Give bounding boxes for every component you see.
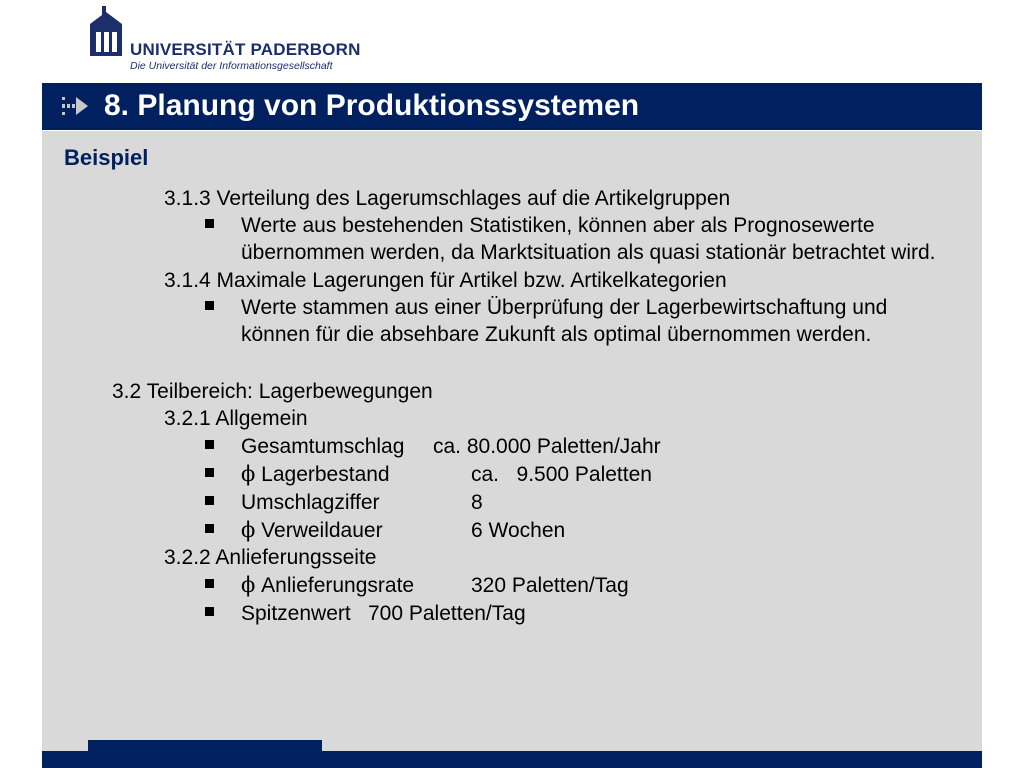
list-item-label xyxy=(241,572,414,599)
bullet-icon xyxy=(205,579,214,588)
list-item-label-text: Anlieferungsrate xyxy=(261,574,415,597)
title-bar xyxy=(42,83,982,130)
section-subtitle: Beispiel xyxy=(64,145,149,170)
list-item-value: 320 Paletten/Tag xyxy=(471,574,629,597)
text-3-1-4-line1: Werte stammen aus einer Überprüfung der Lagerbewirtschaftung und xyxy=(241,296,888,319)
list-item-label: Umschlagziffer xyxy=(241,491,380,514)
bullet-icon xyxy=(205,468,214,477)
bullet-icon xyxy=(205,219,214,228)
heading-3-1-3: 3.1.3 Verteilung des Lagerumschlages auf die Artikelgruppen xyxy=(164,187,731,210)
list-item-label xyxy=(241,517,383,544)
university-logo xyxy=(88,6,361,72)
list-item-value: ca. 9.500 Paletten xyxy=(471,463,652,486)
list-item-label-text: Verweildauer xyxy=(261,519,383,542)
list-item-label: Spitzenwert xyxy=(241,602,351,625)
university-name: UNIVERSITÄT PADERBORN xyxy=(130,40,361,59)
heading-3-1-4: 3.1.4 Maximale Lagerungen für Artikel bzw. Artikelkategorien xyxy=(164,269,727,292)
list-item-label: Gesamtumschlag xyxy=(241,435,405,458)
list-item-label xyxy=(241,461,390,488)
list-item-value: 700 Paletten/Tag xyxy=(368,602,526,625)
arrow-right-icon xyxy=(62,95,88,117)
phi-symbol: ϕ xyxy=(241,573,256,597)
heading-3-2-1: 3.2.1 Allgemein xyxy=(164,407,308,430)
phi-symbol: ϕ xyxy=(241,518,256,542)
text-3-1-3-line2: übernommen werden, da Marktsituation als quasi stationär betrachtet wird. xyxy=(241,241,936,264)
list-item-value: ca. 80.000 Paletten/Jahr xyxy=(433,435,661,458)
bullet-icon xyxy=(205,607,214,616)
list-item-value: 8 xyxy=(471,491,483,514)
bullet-icon xyxy=(205,301,214,310)
footer-bar xyxy=(42,751,982,768)
university-tagline: Die Universität der Informationsgesellschaft xyxy=(130,60,333,72)
page-title: 8. Planung von Produktionssystemen xyxy=(104,89,640,122)
list-item-value: 6 Wochen xyxy=(471,519,566,542)
phi-symbol: ϕ xyxy=(241,462,256,486)
heading-3-2-2: 3.2.2 Anlieferungsseite xyxy=(164,546,377,569)
text-3-1-4-line2: können für die absehbare Zukunft als optimal übernommen werden. xyxy=(241,323,872,346)
bullet-icon xyxy=(205,440,214,449)
heading-3-2: 3.2 Teilbereich: Lagerbewegungen xyxy=(112,380,433,403)
university-building-icon xyxy=(88,6,124,58)
text-3-1-3-line1: Werte aus bestehenden Statistiken, können aber als Prognosewerte xyxy=(241,214,875,237)
right-margin xyxy=(982,131,1024,768)
bullet-icon xyxy=(205,524,214,533)
bullet-icon xyxy=(205,496,214,505)
list-item-label-text: Lagerbestand xyxy=(261,463,390,486)
left-margin xyxy=(0,131,42,768)
